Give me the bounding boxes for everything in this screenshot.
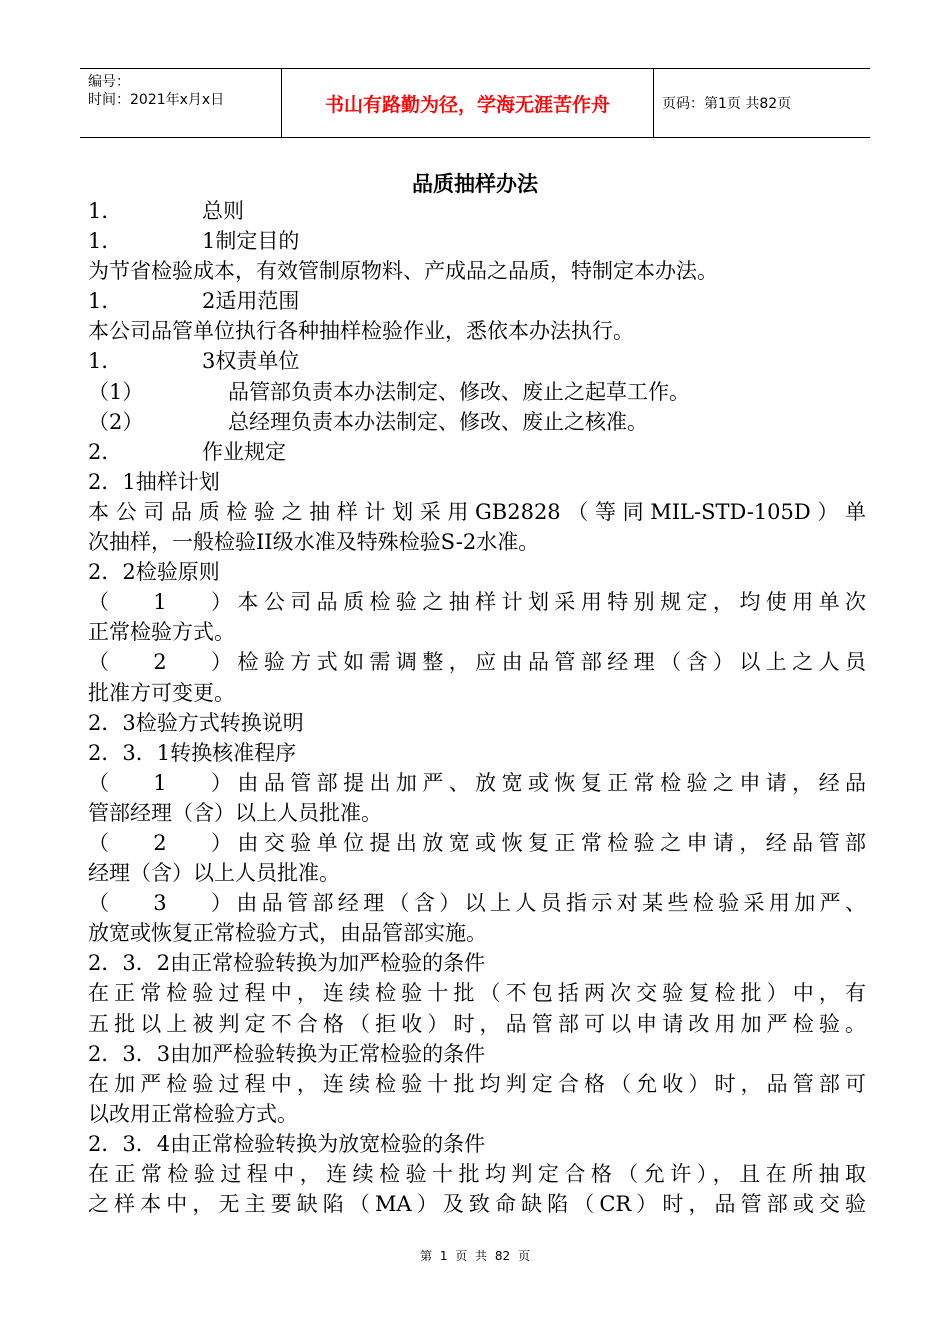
paragraph-line: 管部经理（含）以上人员批准。	[88, 800, 382, 825]
list-item: （2）检验方式如需调整，应由品管部经理（含）以上之人员	[88, 650, 866, 675]
document-body	[88, 196, 866, 1219]
list-item: （1）本公司品质检验之抽样计划采用特别规定，均使用单次	[88, 590, 866, 615]
list-item: （1） 品管部负责本办法制定、修改、废止之起草工作。	[88, 379, 690, 404]
list-item: （2）由交验单位提出放宽或恢复正常检验之申请，经品管部	[88, 830, 866, 855]
document-title: 品质抽样办法	[412, 172, 538, 196]
subsection-heading: 1． 3权责单位	[88, 349, 300, 374]
subsection-heading: 1． 2适用范围	[88, 289, 300, 314]
paragraph-line: 在正常检验过程中，连续检验十批（不包括两次交验复检批）中，有	[88, 981, 866, 1006]
document-time: 时间：2021年x月x日	[88, 92, 225, 108]
paragraph-line: 在加严检验过程中，连续检验十批均判定合格（允收）时，品管部可	[88, 1071, 866, 1096]
list-item: （3）由品管部经理（含）以上人员指示对某些检验采用加严、	[88, 891, 866, 916]
page-footer: 第 1 页 共 82 页	[420, 1249, 530, 1263]
paragraph-line: 为节省检验成本，有效管制原物料、产成品之品质，特制定本办法。	[88, 259, 718, 284]
section-heading: 1． 总则	[88, 199, 244, 223]
subsection-heading: 2．3．2由正常检验转换为加严检验的条件	[88, 951, 486, 976]
paragraph-line: 放宽或恢复正常检验方式，由品管部实施。	[88, 921, 487, 946]
paragraph-line: 本公司品管单位执行各种抽样检验作业，悉依本办法执行。	[88, 319, 634, 344]
paragraph-line: 在正常检验过程中，连续检验十批均判定合格（允许），且在所抽取	[88, 1162, 866, 1186]
paragraph-line: 以改用正常检验方式。	[88, 1101, 298, 1126]
list-item: （1）由品管部提出加严、放宽或恢复正常检验之申请，经品	[88, 770, 866, 795]
paragraph-line: 之样本中，无主要缺陷（MA）及致命缺陷（CR）时，品管部或交验	[88, 1192, 866, 1217]
paragraph-line: 批准方可变更。	[88, 680, 235, 705]
subsection-heading: 2．3．3由加严检验转换为正常检验的条件	[88, 1041, 486, 1066]
subsection-heading: 2．3．4由正常检验转换为放宽检验的条件	[88, 1131, 486, 1156]
header-motto: 书山有路勤为径，学海无涯苦作舟	[282, 69, 654, 137]
list-item: （2） 总经理负责本办法制定、修改、废止之核准。	[88, 409, 648, 434]
subsection-heading: 2．3检验方式转换说明	[88, 710, 304, 735]
paragraph-line: 正常检验方式。	[88, 620, 235, 645]
paragraph-line: 五批以上被判定不合格（拒收）时，品管部可以申请改用加严检验。	[88, 1011, 866, 1036]
paragraph-line: 本公司品质检验之抽样计划采用GB2828（等同MIL-STD-105D）单	[88, 499, 866, 524]
subsection-heading: 2．2检验原则	[88, 560, 220, 585]
subsection-heading: 2．1抽样计划	[88, 469, 220, 494]
paragraph-line: 次抽样，一般检验II级水准及特殊检验S-2水准。	[88, 530, 540, 555]
header-meta	[80, 69, 282, 137]
subsection-heading: 2．3．1转换核准程序	[88, 740, 297, 765]
section-heading: 2． 作业规定	[88, 439, 286, 464]
document-number-label: 编号：	[88, 74, 130, 90]
document-header	[80, 68, 870, 138]
header-page-info: 页码：第1页 共82页	[662, 96, 792, 112]
subsection-heading: 1． 1制定目的	[88, 229, 300, 254]
paragraph-line: 经理（含）以上人员批准。	[88, 861, 340, 886]
